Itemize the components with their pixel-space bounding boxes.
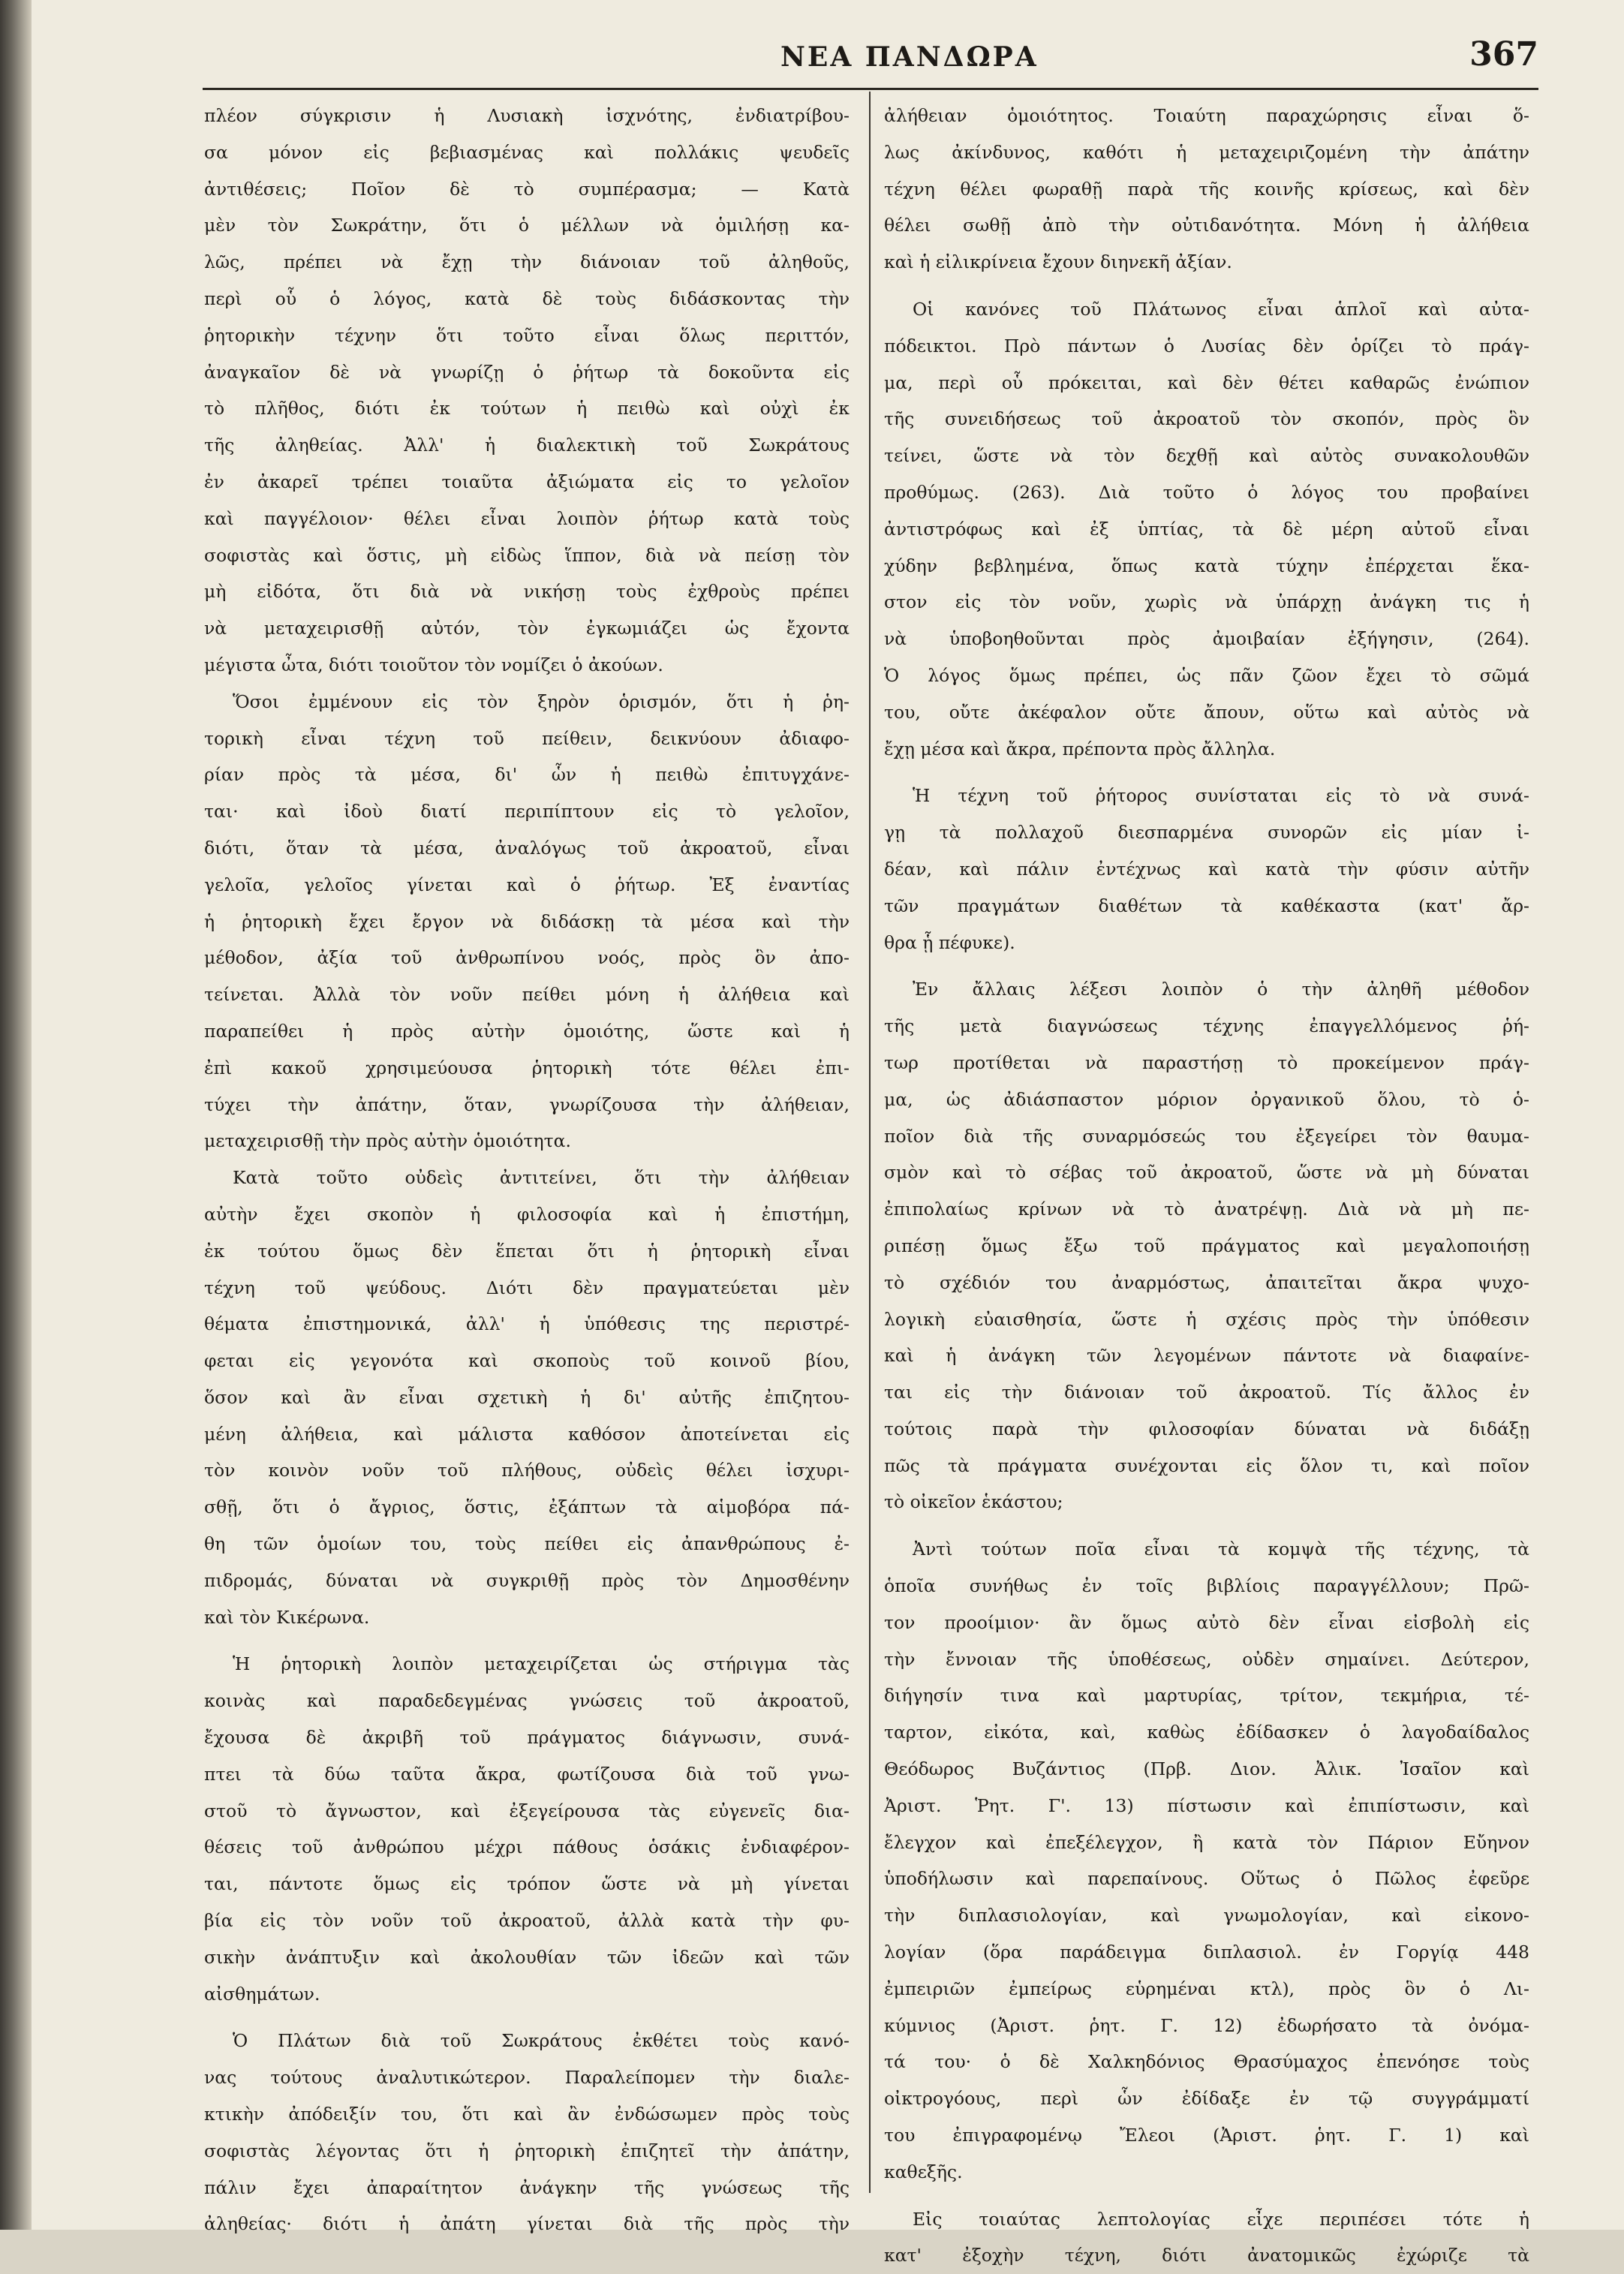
text-line: Ὁ Πλάτων διὰ τοῦ Σωκράτους ἐκθέτει τοὺς κανό- <box>233 2030 850 2052</box>
text-line: πάλιν ἔχει ἀπαραίτητον ἀνάγκην τῆς γνώσεως τῆς <box>204 2176 850 2198</box>
header-rule <box>203 88 1538 90</box>
text-line: μεταχειρισθῇ τὴν πρὸς αὐτὴν ὁμοιότητα. <box>204 1130 571 1152</box>
text-line: μέθοδον, ἀξία τοῦ ἀνθρωπίνου νοός, πρὸς ὃν ἀπο- <box>204 947 850 969</box>
text-line: ται, πάντοτε ὅμως εἰς τρόπον ὥστε νὰ μὴ γίνεται <box>204 1873 850 1895</box>
text-line: ται· καὶ ἰδοὺ διατί περιπίπτουν εἰς τὸ γελοῖον, <box>204 801 850 823</box>
text-line: ἔχῃ μέσα καὶ ἄκρα, πρέποντα πρὸς ἄλληλα. <box>884 738 1276 760</box>
text-line: παραπείθει ἡ πρὸς αὐτὴν ὁμοιότης, ὥστε καὶ ἡ <box>204 1020 850 1042</box>
text-line: τέχνη τοῦ ψεύδους. Διότι δὲν πραγματεύεται μὲν <box>204 1277 850 1298</box>
text-line: βία εἰς τὸν νοῦν τοῦ ἀκροατοῦ, ἀλλὰ κατὰ τὴν φυ- <box>204 1910 850 1932</box>
text-line: Οἱ κανόνες τοῦ Πλάτωνος εἶναι ἁπλοῖ καὶ αὐτα- <box>913 298 1529 320</box>
text-line: δέαν, καὶ πάλιν ἐντέχνως καὶ κατὰ τὴν φύσιν αὐτῆν <box>884 858 1529 880</box>
text-line: καθεξῆς. <box>884 2161 963 2182</box>
text-line: ἀλήθειαν ὁμοιότητος. Τοιαύτη παραχώρησις εἶναι ὅ- <box>884 105 1529 126</box>
text-line: τύχει τὴν ἀπάτην, ὅταν, γνωρίζουσα τὴν ἀλήθειαν, <box>204 1093 850 1115</box>
text-line: μὲν τὸν Σωκράτην, ὅτι ὁ μέλλων νὰ ὁμιλήσῃ κα- <box>204 215 850 236</box>
text-line: στοῦ τὸ ἄγνωστον, καὶ ἐξεγείρουσα τὰς εὐγενεῖς δια- <box>204 1800 850 1821</box>
text-line: πτει τὰ δύω ταῦτα ἄκρα, φωτίζουσα διὰ τοῦ γνω- <box>204 1763 850 1785</box>
text-line: σθῇ, ὅτι ὁ ἄγριος, ὅστις, ἐξάπτων τὰ αἱμοβόρα πά- <box>204 1496 850 1518</box>
text-line: τὴν ἔννοιαν τῆς ὑποθέσεως, οὐδὲν σημαίνει. Δεύτερον, <box>884 1648 1529 1670</box>
text-line: λογικὴ εὐαισθησία, ὥστε ἡ σχέσις πρὸς τὴν ὑπόθεσιν <box>884 1308 1529 1330</box>
text-line: καὶ ἡ εἰλικρίνεια ἔχουν διηνεκῆ ἀξίαν. <box>884 251 1232 273</box>
text-line: γῃ τὰ πολλαχοῦ διεσπαρμένα συνορῶν εἰς μίαν ἰ- <box>884 822 1529 844</box>
running-header <box>203 35 1538 83</box>
text-line: πιδρομάς, δύναται νὰ συγκριθῇ πρὸς τὸν Δημοσθένην <box>204 1569 850 1591</box>
text-line: σα μόνον εἰς βεβιασμένας καὶ πολλάκις ψευδεῖς <box>204 141 850 163</box>
text-line: σοφιστὰς καὶ ὅστις, μὴ εἰδὼς ἵππον, διὰ νὰ πείσῃ τὸν <box>204 544 850 566</box>
text-line: Ὁ λόγος ὅμως πρέπει, ὡς πᾶν ζῶον ἔχει τὸ σῶμά <box>884 664 1529 686</box>
text-line: ἔλεγχον καὶ ἐπεξέλεγχον, ἢ κατὰ τὸν Πάριον Εὔηνον <box>884 1831 1529 1853</box>
text-line: μὴ εἰδότα, ὅτι διὰ νὰ νικήσῃ τοὺς ἐχθροὺς πρέπει <box>204 581 850 603</box>
text-line: ἀναγκαῖον δὲ νὰ γνωρίζῃ ὁ ῥήτωρ τὰ δοκοῦντα εἰς <box>204 361 850 383</box>
text-line: οἰκτρογόους, περὶ ὧν ἐδίδαξε ἐν τῷ συγγράμματί <box>884 2088 1529 2110</box>
text-line: Ἡ ῥητορικὴ λοιπὸν μεταχειρίζεται ὡς στήριγμα τὰς <box>233 1653 850 1675</box>
text-line: ται εἰς τὴν διάνοιαν τοῦ ἀκροατοῦ. Τίς ἄλλος ἐν <box>884 1382 1529 1403</box>
right-text-column <box>884 98 1529 2274</box>
text-line: αἰσθημάτων. <box>204 1983 320 2005</box>
text-line: πλέον σύγκρισιν ἡ Λυσιακὴ ἰσχνότης, ἐνδιατρίβου- <box>204 105 850 126</box>
column-divider <box>869 92 871 2193</box>
text-line: τὸ σχέδιόν του ἀναρμόστως, ἀπαιτεῖται ἄκρα ψυχο- <box>884 1271 1529 1293</box>
text-line: τῆς συνειδήσεως τοῦ ἀκροατοῦ τὸν σκοπόν, πρὸς ὃν <box>884 408 1529 430</box>
text-line: τὸ πλῆθος, διότι ἐκ τούτων ἡ πειθὼ καὶ οὐχὶ ἐκ <box>204 398 850 420</box>
text-line: μένη ἀλήθεια, καὶ μάλιστα καθόσον ἀποτείνεται εἰς <box>204 1423 850 1445</box>
text-line: ρίαν πρὸς τὰ μέσα, δι' ὧν ἡ πειθὼ ἐπιτυγχάνε- <box>204 764 850 786</box>
text-line: ἔχουσα δὲ ἀκριβῆ τοῦ πράγματος διάγνωσιν, συνά- <box>204 1727 850 1749</box>
text-line: τῆς ἀληθείας. Ἀλλ' ἡ διαλεκτικὴ τοῦ Σωκράτους <box>204 435 850 456</box>
text-line: λῶς, πρέπει νὰ ἔχῃ τὴν διάνοιαν τοῦ ἀληθοῦς, <box>204 251 850 273</box>
text-line: ἐν ἀκαρεῖ τρέπει τοιαῦτα ἀξιώματα εἰς το γελοῖον <box>204 471 850 492</box>
text-line: τείνει, ὥστε νὰ τὸν δεχθῇ καὶ αὐτὸς συνακολουθῶν <box>884 445 1529 467</box>
text-line: προθύμως. (263). Διὰ τοῦτο ὁ λόγος του προβαίνει <box>884 481 1529 503</box>
text-line: νὰ μεταχειρισθῇ αὐτόν, τὸν ἐγκωμιάζει ὡς ἔχοντα <box>204 618 850 639</box>
text-line: του, οὔτε ἀκέφαλον οὔτε ἄπουν, οὕτω καὶ αὐτὸς νὰ <box>884 701 1529 723</box>
text-line: ἐμπειριῶν ἐμπείρως εὑρημέναι κτλ), πρὸς ὃν ὁ Λι- <box>884 1978 1529 1999</box>
text-line: Ἡ τέχνη τοῦ ῥήτορος συνίσταται εἰς τὸ νὰ συνά- <box>913 785 1529 807</box>
text-line: αὐτὴν ἔχει σκοπὸν ἡ φιλοσοφία καὶ ἡ ἐπιστήμη, <box>204 1203 850 1225</box>
text-line: τά του· ὁ δὲ Χαλκηδόνιος Θρασύμαχος ἐπενόησε τοὺς <box>884 2051 1529 2073</box>
text-line: θη τῶν ὁμοίων του, τοὺς πείθει εἰς ἀπανθρώπους ἐ- <box>204 1533 850 1555</box>
text-line: διότι, ὅταν τὰ μέσα, ἀναλόγως τοῦ ἀκροατοῦ, εἶναι <box>204 837 850 859</box>
text-line: διήγησίν τινα καὶ μαρτυρίας, τρίτον, τεκμήρια, τέ- <box>884 1685 1529 1707</box>
text-line: ριπέσῃ ὅμως ἔξω τοῦ πράγματος καὶ μεγαλοποιήσῃ <box>884 1235 1529 1256</box>
text-line: ὁποῖα συνήθως ἐν τοῖς βιβλίοις παραγγέλλουν; Πρῶ- <box>884 1575 1529 1597</box>
journal-title: ΝΕΑ ΠΑΝΔΩΡΑ <box>780 41 1039 73</box>
text-line: νὰ ὑποβοηθοῦνται πρὸς ἀμοιβαίαν ἐξήγησιν, (264). <box>884 628 1529 650</box>
text-line: πόδεικτοι. Πρὸ πάντων ὁ Λυσίας δὲν ὁρίζει τὸ πράγ- <box>884 335 1529 356</box>
text-line: ἀντιστρόφως καὶ ἐξ ὑπτίας, τὰ δὲ μέρη αὐτοῦ εἶναι <box>884 518 1529 540</box>
text-line: κτικὴν ἀπόδειξίν του, ὅτι καὶ ἂν ἐνδώσωμεν πρὸς τοὺς <box>204 2104 850 2125</box>
book-binding-edge <box>0 0 32 2230</box>
text-line: χύδην βεβλημένα, ὅπως κατὰ τύχην ἐπέρχεται ἕκα- <box>884 555 1529 576</box>
text-line: ἡ ῥητορικὴ ἔχει ἔργον νὰ διδάσκῃ τὰ μέσα καὶ τὴν <box>204 910 850 932</box>
text-line: ἐκ τούτου ὅμως δὲν ἕπεται ὅτι ἡ ῥητορικὴ εἶναι <box>204 1240 850 1262</box>
text-line: θέλει σωθῇ ἀπὸ τὴν οὐτιδανότητα. Μόνη ἡ ἀλήθεια <box>884 215 1529 236</box>
text-line: Ἐν ἄλλαις λέξεσι λοιπὸν ὁ τὴν ἀληθῆ μέθοδον <box>913 979 1529 1000</box>
page-number: 367 <box>1469 35 1538 74</box>
text-line: σικὴν ἀνάπτυξιν καὶ ἀκολουθίαν τῶν ἰδεῶν καὶ τῶν <box>204 1946 850 1968</box>
text-line: Κατὰ τοῦτο οὐδεὶς ἀντιτείνει, ὅτι τὴν ἀλήθειαν <box>233 1167 850 1189</box>
text-line: ἀληθείας· διότι ἡ ἀπάτη γίνεται διὰ τῆς πρὸς τὴν <box>204 2213 850 2235</box>
text-line: ταρτον, εἰκότα, καὶ, καθὼς ἐδίδασκεν ὁ λαγοδαίδαλος <box>884 1722 1529 1743</box>
text-line: ἀντιθέσεις; Ποῖον δὲ τὸ συμπέρασμα; — Κατὰ <box>204 178 850 200</box>
text-line: ποῖον διὰ τῆς συναρμόσεώς του ἐξεγείρει τὸν θαυμα- <box>884 1125 1529 1147</box>
text-line: Ἀριστ. Ῥητ. Γ'. 13) πίστωσιν καὶ ἐπιπίστωσιν, καὶ <box>884 1794 1529 1816</box>
text-line: τῆς μετὰ διαγνώσεως τέχνης ἐπαγγελλόμενος ῥή- <box>884 1015 1529 1037</box>
text-line: κύμνιος (Ἀριστ. ῥητ. Γ. 12) ἐδωρήσατο τὰ ὀνόμα- <box>884 2014 1529 2036</box>
text-line: μέγιστα ὦτα, διότι τοιοῦτον τὸν νομίζει ὁ ἀκούων. <box>204 654 663 675</box>
text-line: λως ἀκίνδυνος, καθότι ἡ μεταχειριζομένη τὴν ἀπάτην <box>884 141 1529 163</box>
left-text-column <box>204 98 850 2242</box>
text-line: τὴν διπλασιολογίαν, καὶ γνωμολογίαν, καὶ εἰκονο- <box>884 1905 1529 1927</box>
text-line: καὶ παγγέλοιον· θέλει εἶναι λοιπὸν ῥήτωρ κατὰ τοὺς <box>204 507 850 529</box>
text-line: πῶς τὰ πράγματα συνέχονται εἰς ὅλον τι, καὶ ποῖον <box>884 1454 1529 1476</box>
text-line: στον εἰς τὸν νοῦν, χωρὶς νὰ ὑπάρχῃ ἀνάγκη τις ἡ <box>884 591 1529 613</box>
text-line: ἐπιπολαίως κρίνων νὰ τὸ ἀνατρέψῃ. Διὰ νὰ μὴ πε- <box>884 1199 1529 1220</box>
text-line: τορικὴ εἶναι τέχνη τοῦ πείθειν, δεικνύουν ἀδιαφο- <box>204 727 850 749</box>
text-line: θέσεις τοῦ ἀνθρώπου μέχρι πάθους ὁσάκις ἐνδιαφέρον- <box>204 1836 850 1858</box>
text-line: τὸ οἰκεῖον ἑκάστου; <box>884 1491 1063 1513</box>
text-line: τῶν πραγμάτων διαθέτων τὰ καθέκαστα (κατ' ἄρ- <box>884 895 1529 916</box>
text-line: σοφιστὰς λέγοντας ὅτι ἡ ῥητορικὴ ἐπιζητεῖ τὴν ἀπάτην, <box>204 2140 850 2161</box>
text-line: ὅσον καὶ ἂν εἶναι σχετικὴ ἡ δι' αὐτῆς ἐπιζητου- <box>204 1386 850 1408</box>
text-line: ῥητορικὴν τέχνην ὅτι τοῦτο εἶναι ὅλως περιττόν, <box>204 324 850 346</box>
text-line: καὶ τὸν Κικέρωνα. <box>204 1606 370 1628</box>
text-line: κοινὰς καὶ παραδεδεγμένας γνώσεις τοῦ ἀκροατοῦ, <box>204 1690 850 1712</box>
text-line: Θεόδωρος Βυζάντιος (Πρβ. Διον. Ἀλικ. Ἰσαῖον καὶ <box>884 1758 1529 1780</box>
text-line: νας τούτους ἀναλυτικώτερον. Παραλείπομεν τὴν διαλε- <box>204 2067 850 2089</box>
text-line: σμὸν καὶ τὸ σέβας τοῦ ἀκροατοῦ, ὥστε νὰ μὴ δύναται <box>884 1162 1529 1184</box>
text-line: Ὅσοι ἐμμένουν εἰς τὸν ξηρὸν ὁρισμόν, ὅτι ἡ ῥη- <box>233 690 850 712</box>
text-line: καὶ ἡ ἀνάγκη τῶν λεγομένων πάντοτε νὰ διαφαίνε- <box>884 1345 1529 1367</box>
text-line: θρα ᾗ πέφυκε). <box>884 931 1015 953</box>
text-line: κατ' ἐξοχὴν τέχνη, διότι ἀνατομικῶς ἐχώριζε τὰ <box>884 2245 1529 2266</box>
text-line: θέματα ἐπιστημονικά, ἀλλ' ἡ ὑπόθεσις της περιστρέ- <box>204 1313 850 1335</box>
text-line: τωρ προτίθεται νὰ παραστήσῃ τὸ προκείμενον πράγ- <box>884 1051 1529 1073</box>
text-line: τείνεται. Ἀλλὰ τὸν νοῦν πείθει μόνη ἡ ἀλήθεια καὶ <box>204 984 850 1006</box>
text-line: γελοῖα, γελοῖος γίνεται καὶ ὁ ῥήτωρ. Ἐξ ἐναντίας <box>204 874 850 895</box>
text-line: μα, περὶ οὗ πρόκειται, καὶ δὲν θέτει καθαρῶς ἐνώπιον <box>884 371 1529 393</box>
text-line: τὸν κοινὸν νοῦν τοῦ πλήθους, οὐδεὶς θέλει ἰσχυρι- <box>204 1460 850 1481</box>
text-line: τέχνη θέλει φωραθῇ παρὰ τῆς κοινῆς κρίσεως, καὶ δὲν <box>884 178 1529 200</box>
text-line: ἐπὶ κακοῦ χρησιμεύουσα ῥητορικὴ τότε θέλει ἐπι- <box>204 1057 850 1078</box>
text-line: Ἀντὶ τούτων ποῖα εἶναι τὰ κομψὰ τῆς τέχνης, τὰ <box>913 1539 1529 1560</box>
text-line: τον προοίμιον· ἂν ὅμως αὐτὸ δὲν εἶναι εἰσβολὴ εἰς <box>884 1611 1529 1633</box>
text-line: ὑποδήλωσιν καὶ παρεπαίνους. Οὕτως ὁ Πῶλος ἐφεῦρε <box>884 1868 1529 1890</box>
text-line: Εἰς τοιαύτας λεπτολογίας εἶχε περιπέσει τότε ἡ <box>913 2208 1529 2230</box>
text-line: λογίαν (ὅρα παράδειγμα διπλασιολ. ἐν Γοργίᾳ 448 <box>884 1942 1529 1963</box>
text-line: περὶ οὗ ὁ λόγος, κατὰ δὲ τοὺς διδάσκοντας τὴν <box>204 287 850 309</box>
text-line: μα, ὡς ἀδιάσπαστον μόριον ὀργανικοῦ ὅλου, τὸ ὁ- <box>884 1088 1529 1110</box>
text-line: του ἐπιγραφομένῳ Ἔλεοι (Ἀριστ. ῥητ. Γ. 1) καὶ <box>884 2125 1529 2146</box>
text-line: φεται εἰς γεγονότα καὶ σκοποὺς τοῦ κοινοῦ βίου, <box>204 1350 850 1372</box>
text-line: τούτοις παρὰ τὴν φιλοσοφίαν δύναται νὰ διδάξῃ <box>884 1418 1529 1439</box>
